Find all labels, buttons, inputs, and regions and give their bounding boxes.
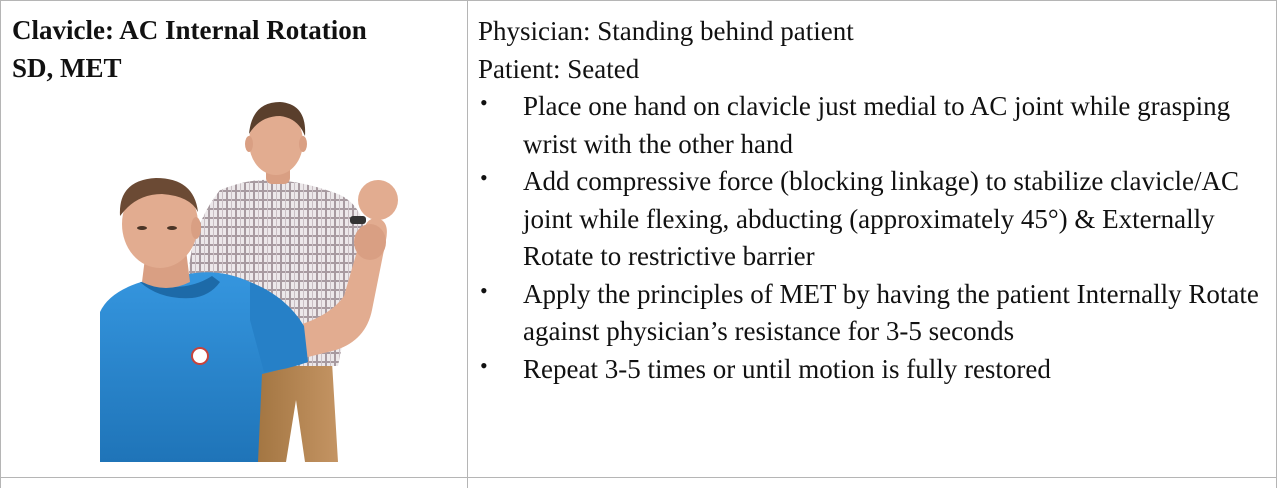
technique-subtitle: SD, MET (12, 53, 122, 83)
step-text: Add compressive force (blocking linkage) to stabilize clavicle/AC joint while flexing, abducting (approximately 45°) & Externally Rotate to restrictive barrier (523, 166, 1240, 271)
column-divider (467, 0, 468, 488)
technique-photo (100, 100, 402, 462)
bullet-icon: • (480, 90, 488, 115)
bullet-icon: • (480, 352, 488, 378)
technique-cell (12, 11, 457, 87)
list-item (478, 163, 1268, 276)
instructions-cell (478, 13, 1268, 388)
physician-position: Physician: Standing behind patient (478, 16, 854, 46)
step-text: Repeat 3-5 times or until motion is fully restored (523, 353, 1051, 384)
row-divider (0, 477, 1277, 478)
technique-title: Clavicle: AC Internal Rotation (12, 15, 367, 45)
steps-list (478, 88, 1268, 388)
step-text: Place one hand on clavicle just medial to AC joint while grasping wrist with the other hand (523, 91, 1231, 159)
list-item (478, 351, 1268, 389)
list-item (478, 88, 1268, 163)
bullet-icon: • (480, 165, 488, 190)
patient-position: Patient: Seated (478, 53, 640, 84)
list-item (478, 276, 1268, 351)
step-text: Apply the principles of MET by having the patient Internally Rotate against physician’s resistance for 3-5 seconds (523, 278, 1259, 346)
bullet-icon: • (480, 277, 488, 303)
